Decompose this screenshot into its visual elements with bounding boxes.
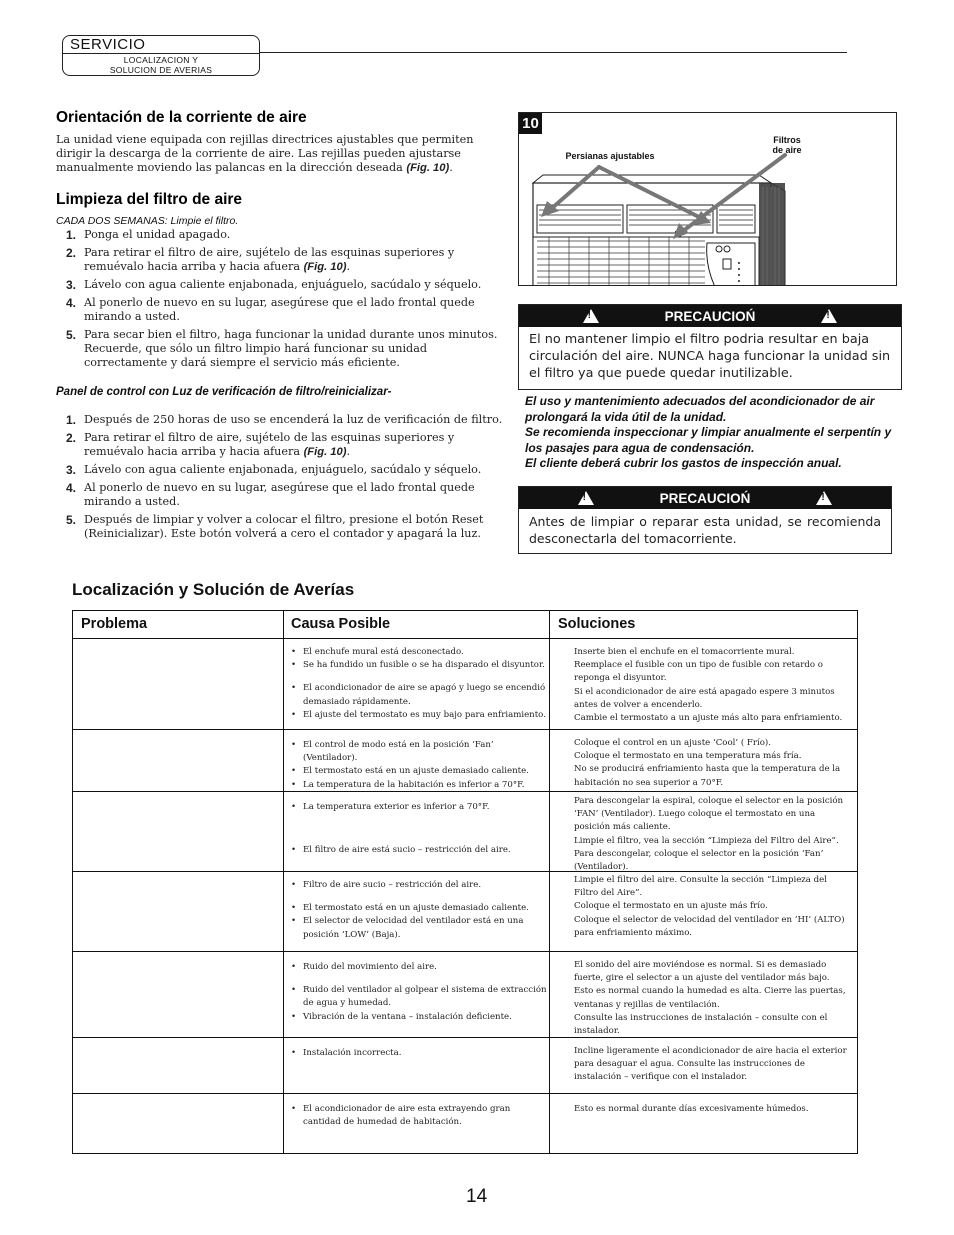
step-text: Lávelo con agua caliente enjabonada, enjuáguelo, sacúdalo y séquelo. [84, 278, 482, 291]
caution-text: El no mantener limpio el filtro podria resultar en baja circulación del aire. NUNCA haga funcionar la unidad sin el filtro ya que puede quedar inutilizable. [529, 332, 891, 381]
row-divider [73, 1093, 857, 1094]
cause-item: • El ajuste del termostato es muy bajo para enfriamiento. [289, 709, 547, 722]
column-divider [549, 611, 550, 1153]
solution-item: Consulte las instrucciones de instalación – consulte con el instalador. [574, 1012, 828, 1037]
step-text: Después de 250 horas de uso se encenderá la luz de verificación de filtro. [84, 413, 503, 426]
row-divider [73, 871, 857, 872]
cause-item: • Vibración de la ventana – instalación deficiente. [289, 1011, 547, 1024]
warning-icon [583, 309, 599, 323]
caution-box-filter [518, 304, 902, 390]
solution-cell [574, 959, 852, 1038]
step-number: 5. [66, 513, 77, 527]
cause-item: • El filtro de aire está sucio – restricción del aire. [289, 844, 547, 857]
step-number: 3. [66, 278, 77, 292]
caution-label: PRECAUCIOŃ [664, 308, 756, 324]
filter-section [56, 191, 508, 374]
cause-cell [289, 961, 547, 1024]
solution-cell [574, 1103, 852, 1116]
step-item [56, 228, 508, 242]
solution-item: Esto es normal durante días excesivamente húmedos. [574, 1104, 809, 1114]
filter-note: CADA DOS SEMANAS: Limpie el filtro. [56, 215, 239, 227]
cause-item: • El control de modo está en la posición ‘Fan’ (Ventilador). [289, 739, 547, 765]
panel-steps [56, 413, 508, 541]
airflow-text: La unidad viene equipada con rejillas directrices ajustables que permiten dirigir la descarga de la corriente de aire. Las rejillas pueden ajustarse manualmente moviendo las palancas en la dirección deseada (Fig. 10). [56, 133, 474, 174]
cause-item: • Ruido del movimiento del aire. [289, 961, 547, 974]
cause-item: • El termostato está en un ajuste demasiado caliente. [289, 902, 547, 915]
warning-icon [821, 309, 837, 323]
solution-item: Cambie el termostato a un ajuste más alto para enfriamiento. [574, 713, 843, 724]
column-header-cause: Causa Posible [291, 616, 391, 632]
solution-cell [574, 874, 852, 940]
cause-item: • El acondicionador de aire se apagó y luego se encendió demasiado rápidamente. [289, 682, 547, 708]
column-header-solutions: Soluciones [558, 616, 636, 632]
cause-cell [289, 879, 547, 942]
step-end: . [346, 260, 351, 273]
caution-text: Antes de limpiar o reparar esta unidad, se recomienda desconectarla del tomacorriente. [529, 514, 881, 546]
figure-reference: (Fig. 10) [303, 446, 347, 458]
cause-cell [289, 646, 547, 722]
tab-divider [62, 53, 259, 54]
solution-item: Coloque el selector de velocidad del ventilador en ‘HI’ (ALTO) para enfriamiento máximo. [574, 914, 845, 938]
cause-item: • Ruido del ventilador al golpear el sistema de extracción de agua y humedad. [289, 984, 547, 1010]
cause-item: • El enchufe mural está desconectado. [289, 646, 547, 659]
cause-item: • Se ha fundido un fusible o se ha disparado el disyuntor. [289, 659, 547, 672]
row-divider [73, 791, 857, 792]
solution-cell [574, 1045, 852, 1085]
solution-item: Coloque el control en un ajuste ‘Cool’ ( Frío). [574, 738, 772, 748]
filters-label: Filtros de aire [772, 135, 802, 155]
troubleshooting-heading: Localización y Solución de Averías [72, 580, 355, 599]
step-number: 3. [66, 463, 77, 477]
step-item [56, 463, 508, 477]
figure-10 [518, 112, 897, 286]
step-number: 2. [66, 431, 77, 445]
step-number: 4. [66, 296, 77, 310]
cause-cell [289, 1103, 547, 1129]
step-text: Al ponerlo de nuevo en su lugar, asegúrese que el lado frontal quede mirando a usted. [84, 296, 475, 323]
warning-icon [578, 491, 594, 505]
row-divider [73, 951, 857, 952]
cause-cell [289, 739, 547, 792]
section-title: SERVICIO [70, 36, 146, 53]
step-text: Para retirar el filtro de aire, sujételo de las esquinas superiores y remuévalo hacia arriba y hacia afuera [84, 246, 455, 273]
step-text: Después de limpiar y volver a colocar el filtro, presione el botón Reset (Reinicializar). Este botón volverá a cero el contador y apagará la luz. [84, 513, 484, 540]
step-item [56, 246, 508, 274]
step-number: 2. [66, 246, 77, 260]
airflow-heading: Orientación de la corriente de aire [56, 109, 307, 126]
filter-steps [56, 228, 508, 370]
header-divider [73, 638, 857, 639]
solution-item: No se producirá enfriamiento hasta que la temperatura de la habitación no sea superior a 70°F. [574, 764, 841, 788]
cause-cell [289, 1047, 547, 1060]
louvers-label: Persianas ajustables [565, 151, 655, 161]
column-header-problem: Problema [81, 616, 148, 632]
caution-label: PRECAUCIOŃ [659, 490, 751, 506]
step-item [56, 431, 508, 459]
step-text: Para secar bien el filtro, haga funcionar la unidad durante unos minutos. Recuerde, que sólo un filtro limpio hará funcionar su unidad correctamente y dará siempre el servicio más eficiente. [84, 328, 498, 369]
solution-item: El sonido del aire moviéndose es normal. Si es demasiado fuerte, gire el selector a un ajuste del ventilador más bajo. [574, 960, 830, 984]
solution-item: Coloque el termostato en una temperatura más fría. [574, 751, 802, 762]
step-text: Ponga el unidad apagado. [84, 228, 231, 241]
solution-item: Si el acondicionador de aire está apagado espere 3 minutos antes de volver a encenderlo. [574, 686, 835, 710]
step-number: 1. [66, 413, 77, 427]
cause-item: • Filtro de aire sucio – restricción del aire. [289, 879, 547, 892]
solution-item: Reemplace el fusible con un tipo de fusible con retardo o reponga el disyuntor. [574, 660, 823, 684]
cause-item: • El selector de velocidad del ventilador está en una posición ‘LOW’ (Baja). [289, 915, 547, 941]
step-item [56, 513, 508, 541]
step-text: Lávelo con agua caliente enjabonada, enjuáguelo, sacúdalo y séquelo. [84, 463, 482, 476]
solution-item: Coloque el termostato en un ajuste más frío. [574, 901, 768, 912]
cause-item: • El termostato está en un ajuste demasiado caliente. [289, 765, 547, 778]
warning-icon [816, 491, 832, 505]
figure-number: 10 [519, 113, 542, 134]
filter-heading: Limpieza del filtro de aire [56, 191, 243, 208]
cause-item: • La temperatura de la habitación es inferior a 70°F. [289, 779, 547, 792]
page-number: 14 [466, 1186, 488, 1207]
solution-cell [574, 795, 852, 874]
step-item [56, 278, 508, 292]
step-end: . [346, 445, 351, 458]
solution-item: Incline ligeramente el acondicionador de aire hacia el exterior para desaguar el agua. Consulte las instrucciones de instalación – verifique con el instalador. [574, 1046, 847, 1083]
panel-section [56, 386, 508, 545]
cause-item: • El acondicionador de aire esta extrayendo gran cantidad de humedad de habitación. [289, 1103, 547, 1129]
solution-cell [574, 646, 852, 725]
solution-item: Inserte bien el enchufe en el tomacorriente mural. [574, 647, 795, 657]
solution-cell [574, 737, 852, 790]
row-divider [73, 729, 857, 730]
caution-box-unplug [518, 486, 892, 554]
row-divider [73, 1037, 857, 1038]
solution-item: Esto es normal cuando la humedad es alta. Cierre las puertas, ventanas y rejillas de ventilación. [574, 986, 846, 1010]
step-text: Al ponerlo de nuevo en su lugar, asegúrese que el lado frontal quede mirando a usted. [84, 481, 475, 508]
figure-reference: (Fig. 10) [303, 261, 347, 273]
step-item [56, 481, 508, 509]
cause-item: • La temperatura exterior es inferior a 70°F. [289, 801, 547, 814]
caution-header [519, 487, 891, 509]
step-item [56, 296, 508, 324]
caution-header [519, 305, 901, 327]
troubleshooting-table [72, 610, 858, 1154]
cause-cell [289, 801, 547, 857]
step-number: 4. [66, 481, 77, 495]
step-number: 5. [66, 328, 77, 342]
step-number: 1. [66, 228, 77, 242]
column-divider [283, 611, 284, 1153]
step-text: Para retirar el filtro de aire, sujételo de las esquinas superiores y remuévalo hacia arriba y hacia afuera [84, 431, 455, 458]
step-item [56, 328, 508, 370]
step-item [56, 413, 508, 427]
solution-item: Limpie el filtro del aire. Consulte la sección “Limpieza del Filtro del Aire”. [574, 875, 827, 899]
airflow-section [56, 109, 506, 175]
panel-heading: Panel de control con Luz de verificación de filtro/reinicializar- [56, 386, 392, 398]
maintenance-note: El uso y mantenimiento adecuados del acondicionador de air prolongará la vida útil de la unidad. Se recomienda inspeccionar y limpiar anualmente el serpentín y los pasajes para agua de condensación. El cliente deberá cubrir los gastos de inspección anual. [525, 394, 892, 470]
header-rule [260, 52, 847, 53]
section-subtitle: LOCALIZACION Y SOLUCION DE AVERIAS [109, 55, 213, 75]
cause-item: • Instalación incorrecta. [289, 1047, 547, 1060]
solution-item: Para descongelar la espiral, coloque el selector en la posición ‘FAN’ (Ventilador). Luego coloque el termostato en una posición más caliente. [574, 796, 844, 833]
air-conditioner-illustration [519, 113, 897, 286]
solution-item: Limpie el filtro, vea la sección “Limpieza del Filtro del Aire”. Para descongelar, coloque el selector en la posición ‘Fan’ (Ventilador). [574, 835, 839, 873]
